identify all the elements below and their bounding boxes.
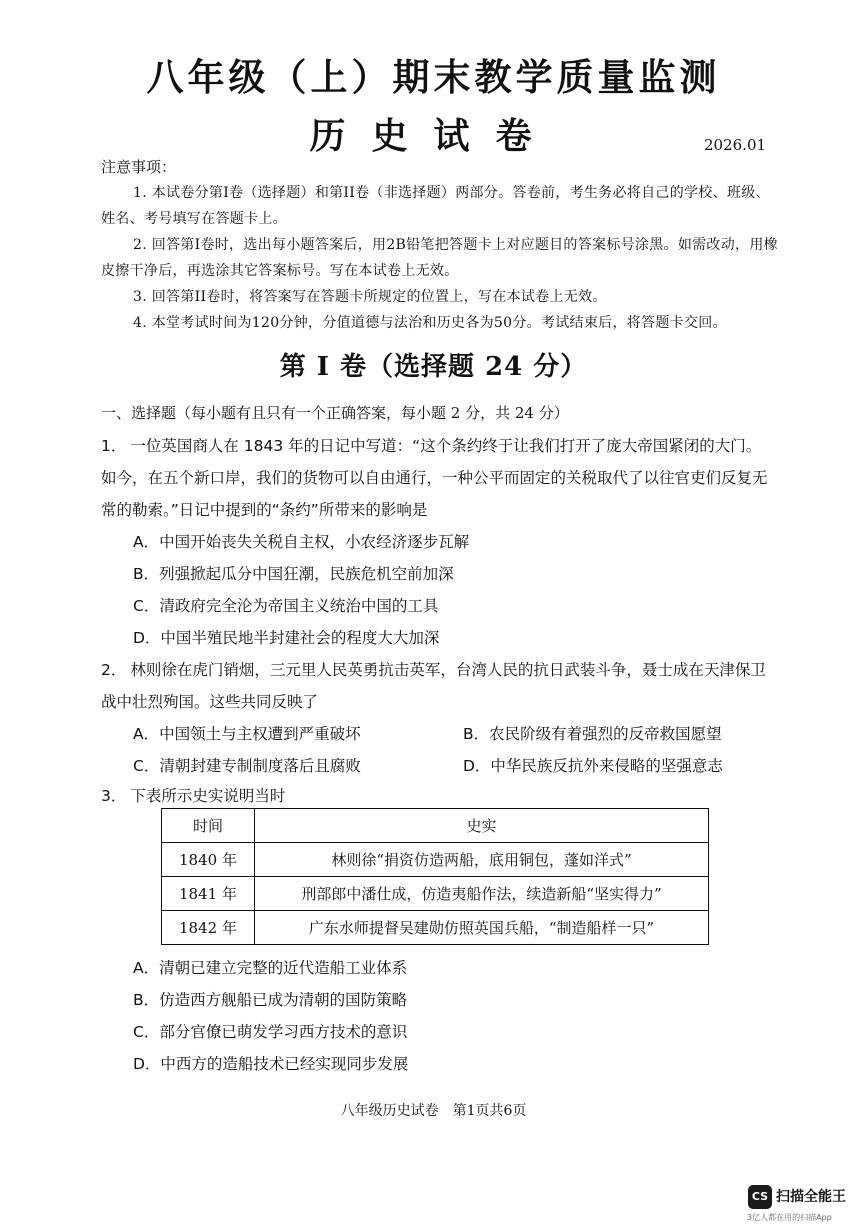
- camscanner-logo-icon: CS: [748, 1185, 772, 1209]
- notice-heading: 注意事项：: [101, 158, 177, 176]
- notice-item-4: 4. 本堂考试时间为120分钟，分值道德与法治和历史各为50分。考试结束后，将答题卡交回。: [133, 315, 727, 331]
- q3-option-c: C．部分官僚已萌发学习西方技术的意识: [133, 1023, 408, 1041]
- notice-item-3: 3. 回答第II卷时，将答案写在答题卡所规定的位置上，写在本试卷上无效。: [133, 289, 607, 305]
- q1-option-c: C．清政府完全沦为帝国主义统治中国的工具: [133, 597, 439, 615]
- table-row: [162, 877, 709, 911]
- q2-option-b: B．农民阶级有着强烈的反帝救国愿望: [463, 725, 722, 743]
- question-number: 2．: [101, 661, 127, 679]
- q2-option-c: C．清朝封建专制制度落后且腐败: [133, 757, 361, 775]
- section-heading: 一、选择题（每小题有且只有一个正确答案，每小题 2 分，共 24 分）: [101, 404, 569, 422]
- question-2: [101, 654, 773, 718]
- exam-title: 八年级（上）期末教学质量监测: [146, 55, 721, 99]
- table-header-row: [162, 809, 709, 843]
- table-cell-fact: 刑部郎中潘仕成，仿造夷船作法，续造新船“坚实得力”: [255, 877, 709, 911]
- table-cell-year: 1840 年: [162, 843, 255, 877]
- q1-option-b: B．列强掀起瓜分中国狂潮，民族危机空前加深: [133, 565, 454, 583]
- table-row: [162, 843, 709, 877]
- table-cell-fact: 广东水师提督吴建勋仿照英国兵船，“制造船样一只”: [255, 911, 709, 945]
- table-header-fact: 史实: [255, 809, 709, 843]
- exam-date: 2026.01: [704, 136, 767, 154]
- table-row: [162, 911, 709, 945]
- exam-subject: 历史试卷: [309, 115, 558, 157]
- section-title: 第 I 卷（选择题 24 分）: [279, 352, 588, 382]
- watermark-tagline: 3亿人都在用的扫描App: [747, 1213, 832, 1222]
- q3-option-a: A．清朝已建立完整的近代造船工业体系: [133, 959, 408, 977]
- page-footer: 八年级历史试卷 第1页共6页: [340, 1103, 527, 1119]
- question-number: 1．: [101, 437, 127, 455]
- history-table: [161, 808, 709, 945]
- q1-option-a: A．中国开始丧失关税自主权，小农经济逐步瓦解: [133, 533, 470, 551]
- q2-option-d: D．中华民族反抗外来侵略的坚强意志: [463, 757, 723, 775]
- notice-item-2: 2. 回答第I卷时，选出每小题答案后，用2B铅笔把答题卡上对应题目的答案标号涂黑。如需改动，用橡皮擦干净后，再选涂其它答案标号。写在本试卷上无效。: [101, 237, 778, 279]
- question-number: 3．: [101, 787, 127, 805]
- question-stem: 林则徐在虎门销烟，三元里人民英勇抗击英军，台湾人民的抗日武装斗争，聂士成在天津保卫战中壮烈殉国。这些共同反映了: [101, 661, 766, 711]
- q1-option-d: D．中国半殖民地半封建社会的程度大大加深: [133, 629, 440, 647]
- table-cell-year: 1842 年: [162, 911, 255, 945]
- q3-option-b: B．仿造西方舰船已成为清朝的国防策略: [133, 991, 408, 1009]
- watermark-name: 扫描全能王: [776, 1189, 846, 1205]
- table-cell-year: 1841 年: [162, 877, 255, 911]
- table-cell-fact: 林则徐“捐资仿造两船，底用铜包，蓬如洋式”: [255, 843, 709, 877]
- question-stem: 一位英国商人在 1843 年的日记中写道：“这个条约终于让我们打开了庞大帝国紧闭的大门。如今，在五个新口岸，我们的货物可以自由通行，一种公平而固定的关税取代了以往官吏们反复无常的勒索。”日记中提到的“条约”所带来的影响是: [101, 437, 768, 519]
- question-stem: 下表所示史实说明当时: [130, 787, 286, 805]
- question-1: [101, 430, 773, 526]
- q2-option-a: A．中国领土与主权遭到严重破坏: [133, 725, 361, 743]
- table-header-time: 时间: [162, 809, 255, 843]
- q3-option-d: D．中西方的造船技术已经实现同步发展: [133, 1055, 409, 1073]
- notice-item-1: 1. 本试卷分第I卷（选择题）和第II卷（非选择题）两部分。答卷前，考生务必将自己的学校、班级、姓名、考号填写在答题卡上。: [101, 185, 770, 227]
